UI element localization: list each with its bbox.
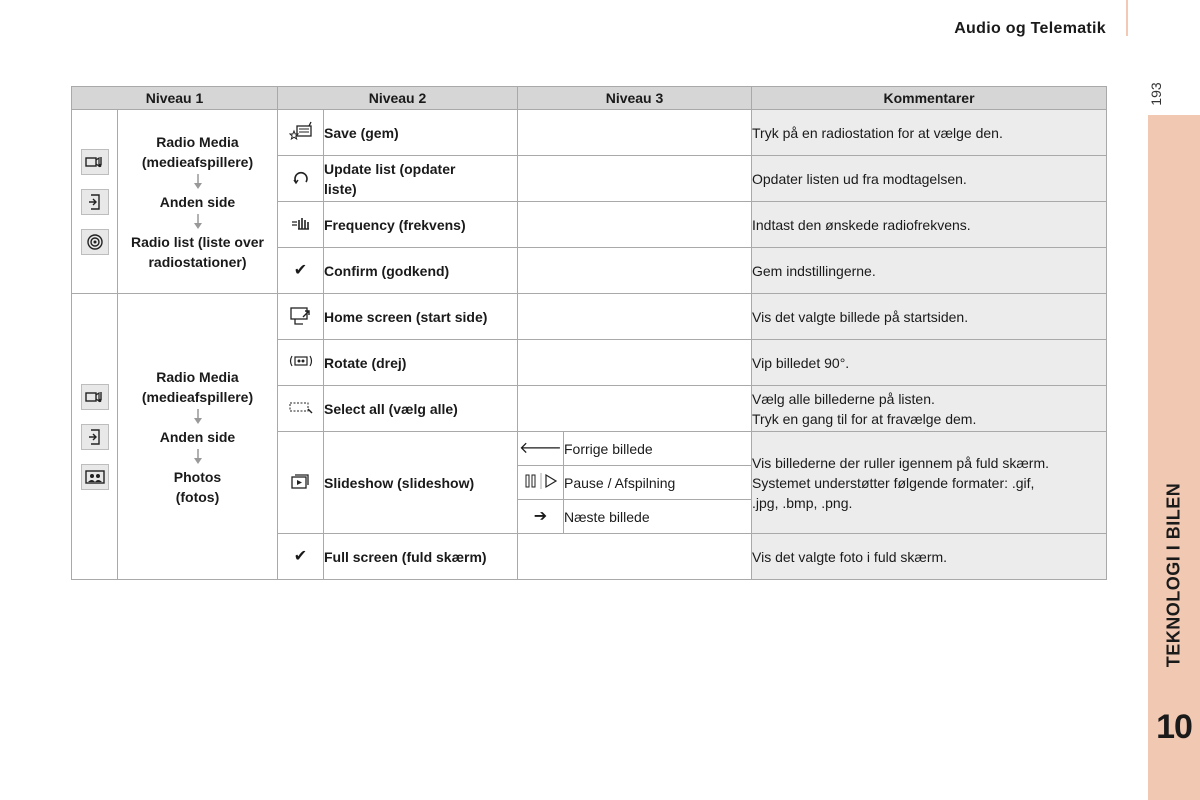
page-header-title: Audio og Telematik <box>954 20 1106 37</box>
level1-text: (medieafspillere) <box>141 153 254 170</box>
checkmark-icon: ✔ <box>278 534 324 580</box>
level3-empty <box>518 156 752 202</box>
level3-label: Næste billede <box>564 500 752 534</box>
level2-label: Slideshow (slideshow) <box>324 432 518 534</box>
select-all-icon <box>278 386 324 432</box>
header-divider <box>1126 0 1128 36</box>
level2-label <box>324 156 518 202</box>
level1-text: Radio Media <box>156 368 239 385</box>
table-row <box>72 294 1107 340</box>
level3-label: Pause / Afspilning <box>564 466 752 500</box>
comment-cell <box>752 386 1107 432</box>
level1-text: (fotos) <box>175 488 220 505</box>
level1-text: Radio Media <box>156 133 239 150</box>
comment-cell: Gem indstillingerne. <box>752 248 1107 294</box>
level1-text: radiostationer) <box>148 253 247 270</box>
page-number: 193 <box>1148 82 1164 106</box>
comment-cell: Tryk på en radiostation for at vælge den. <box>752 110 1107 156</box>
comment-cell: Vip billedet 90°. <box>752 340 1107 386</box>
chapter-number: 10 <box>1156 708 1192 746</box>
level1-path <box>118 294 278 580</box>
save-star-icon <box>278 110 324 156</box>
refresh-icon <box>278 156 324 202</box>
level1-text: Radio list (liste over <box>130 233 265 250</box>
level1-text: Photos <box>173 468 222 485</box>
level3-empty <box>518 110 752 156</box>
level1-icons <box>72 294 118 580</box>
level2-label: Select all (vælg alle) <box>324 386 518 432</box>
level2-label: Save (gem) <box>324 110 518 156</box>
level1-icons <box>72 110 118 294</box>
level3-empty <box>518 294 752 340</box>
comment-cell <box>752 432 1107 534</box>
comment-line: Tryk en gang til for at fravælge dem. <box>752 410 977 427</box>
arrow-right-icon: ➔ <box>518 500 564 534</box>
level3-label: Forrige billede <box>564 432 752 466</box>
checkmark-icon: ✔ <box>278 248 324 294</box>
slideshow-icon <box>278 432 324 534</box>
arrow-down-icon <box>193 409 203 425</box>
page-back-icon <box>81 189 109 215</box>
arrow-left-icon: 🡐 <box>518 432 564 466</box>
level3-empty <box>518 202 752 248</box>
table-row <box>72 110 1107 156</box>
level2-label: Home screen (start side) <box>324 294 518 340</box>
photos-icon <box>81 464 109 490</box>
header-niveau-2: Niveau 2 <box>278 87 518 110</box>
frequency-hand-icon <box>278 202 324 248</box>
chapter-tab <box>1148 115 1200 800</box>
rotate-icon <box>278 340 324 386</box>
level1-text: Anden side <box>159 193 236 210</box>
level2-label: Rotate (drej) <box>324 340 518 386</box>
comment-line: .jpg, .bmp, .png. <box>752 494 853 511</box>
arrow-down-icon <box>193 214 203 230</box>
header-niveau-1: Niveau 1 <box>72 87 278 110</box>
level3-empty <box>518 386 752 432</box>
level2-label: Frequency (frekvens) <box>324 202 518 248</box>
home-screen-icon <box>278 294 324 340</box>
comment-line: Vis billederne der ruller igennem på fuld skærm. <box>752 454 1049 471</box>
level3-empty <box>518 340 752 386</box>
level3-empty <box>518 248 752 294</box>
section-label-text: TEKNOLOGI I BILEN <box>1163 482 1184 668</box>
header-kommentarer: Kommentarer <box>752 87 1107 110</box>
comment-cell: Opdater listen ud fra modtagelsen. <box>752 156 1107 202</box>
media-icon <box>81 384 109 410</box>
level2-label: Confirm (godkend) <box>324 248 518 294</box>
arrow-down-icon <box>193 449 203 465</box>
level3-empty <box>518 534 752 580</box>
comment-cell: Vis det valgte billede på startsiden. <box>752 294 1107 340</box>
page-back-icon <box>81 424 109 450</box>
level1-path <box>118 110 278 294</box>
media-icon <box>81 149 109 175</box>
comment-cell: Vis det valgte foto i fuld skærm. <box>752 534 1107 580</box>
comment-line: Vælg alle billederne på listen. <box>752 390 935 407</box>
menu-table <box>71 86 1107 580</box>
level1-text: (medieafspillere) <box>141 388 254 405</box>
level1-text: Anden side <box>159 428 236 445</box>
radio-signal-icon <box>81 229 109 255</box>
header-niveau-3: Niveau 3 <box>518 87 752 110</box>
table-header-row <box>72 87 1107 110</box>
section-label <box>1162 460 1186 690</box>
comment-line: Systemet understøtter følgende formater: .gif, <box>752 474 1035 491</box>
level2-label: Full screen (fuld skærm) <box>324 534 518 580</box>
level2-label-line: liste) <box>324 180 357 197</box>
arrow-down-icon <box>193 174 203 190</box>
comment-cell: Indtast den ønskede radiofrekvens. <box>752 202 1107 248</box>
pause-play-icon <box>518 466 564 500</box>
level2-label-line: Update list (opdater <box>324 160 456 177</box>
